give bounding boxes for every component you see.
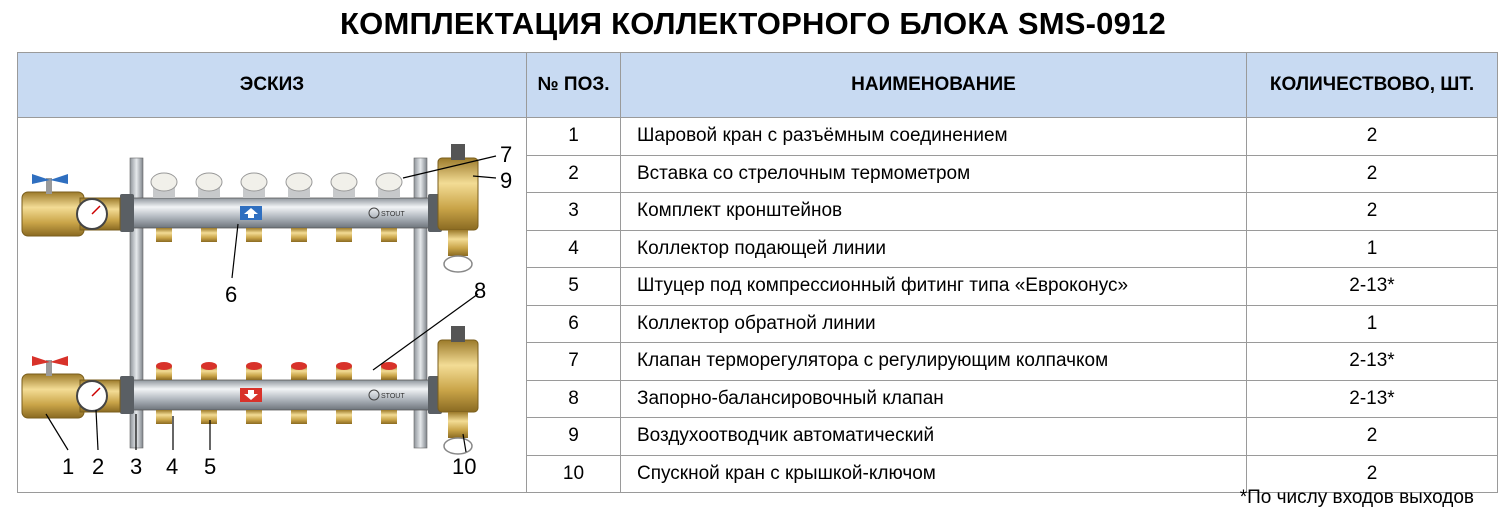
row-qty: 2 xyxy=(1247,418,1498,456)
thermostatic-caps xyxy=(151,173,402,198)
callout-3: 3 xyxy=(130,454,143,479)
callout-9: 9 xyxy=(500,168,513,193)
callout-1: 1 xyxy=(62,454,75,479)
row-pos: 3 xyxy=(527,193,621,231)
row-qty: 2 xyxy=(1247,118,1498,156)
header-quantity: КОЛИЧЕСТВОВО, ШТ. xyxy=(1247,53,1498,118)
row-name: Коллектор обратной линии xyxy=(621,305,1247,343)
row-qty: 2-13* xyxy=(1247,343,1498,381)
callout-8: 8 xyxy=(474,278,487,303)
supply-outlets xyxy=(156,228,397,242)
row-qty: 2 xyxy=(1247,155,1498,193)
brand-mark-top: STOUT xyxy=(381,211,405,218)
table-row xyxy=(18,118,1498,156)
row-name: Спускной кран с крышкой-ключом xyxy=(621,455,1247,493)
row-qty: 2-13* xyxy=(1247,268,1498,306)
row-qty: 1 xyxy=(1247,230,1498,268)
callout-6: 6 xyxy=(225,282,238,307)
row-name: Шаровой кран с разъёмным соединением xyxy=(621,118,1247,156)
row-pos: 8 xyxy=(527,380,621,418)
row-qty: 2 xyxy=(1247,455,1498,493)
spec-table xyxy=(17,52,1498,493)
row-pos: 6 xyxy=(527,305,621,343)
row-name: Вставка со стрелочным термометром xyxy=(621,155,1247,193)
row-name: Комплект кронштейнов xyxy=(621,193,1247,231)
row-qty: 2-13* xyxy=(1247,380,1498,418)
manifold-sketch-image xyxy=(18,118,525,486)
row-pos: 1 xyxy=(527,118,621,156)
callout-4: 4 xyxy=(166,454,179,479)
balancing-valves xyxy=(156,362,397,380)
callout-7: 7 xyxy=(500,142,513,167)
supply-air-vent xyxy=(438,144,478,272)
row-name: Коллектор подающей линии xyxy=(621,230,1247,268)
return-outlets xyxy=(156,410,397,424)
row-pos: 9 xyxy=(527,418,621,456)
row-pos: 2 xyxy=(527,155,621,193)
header-sketch: ЭСКИЗ xyxy=(18,53,527,118)
table-header-row xyxy=(18,53,1498,118)
sketch-cell xyxy=(18,118,527,493)
footnote: *По числу входов выходов xyxy=(1239,487,1474,508)
header-name: НАИМЕНОВАНИЕ xyxy=(621,53,1247,118)
row-qty: 1 xyxy=(1247,305,1498,343)
row-pos: 7 xyxy=(527,343,621,381)
row-name: Клапан терморегулятора с регулирующим колпачком xyxy=(621,343,1247,381)
supply-ball-valve xyxy=(22,174,120,236)
callout-2: 2 xyxy=(92,454,105,479)
row-name: Воздухоотводчик автоматический xyxy=(621,418,1247,456)
brand-mark-bottom: STOUT xyxy=(381,393,405,400)
document-title: КОМПЛЕКТАЦИЯ КОЛЛЕКТОРНОГО БЛОКА SMS-0912 xyxy=(340,6,1166,41)
return-air-vent xyxy=(438,326,478,454)
return-ball-valve xyxy=(22,356,120,418)
table-body xyxy=(18,118,1498,493)
row-pos: 10 xyxy=(527,455,621,493)
callout-5: 5 xyxy=(204,454,217,479)
row-qty: 2 xyxy=(1247,193,1498,231)
callout-10: 10 xyxy=(452,454,477,479)
row-pos: 4 xyxy=(527,230,621,268)
row-name: Штуцер под компрессионный фитинг типа «Евроконус» xyxy=(621,268,1247,306)
header-position: № ПОЗ. xyxy=(527,53,621,118)
row-pos: 5 xyxy=(527,268,621,306)
row-name: Запорно-балансировочный клапан xyxy=(621,380,1247,418)
